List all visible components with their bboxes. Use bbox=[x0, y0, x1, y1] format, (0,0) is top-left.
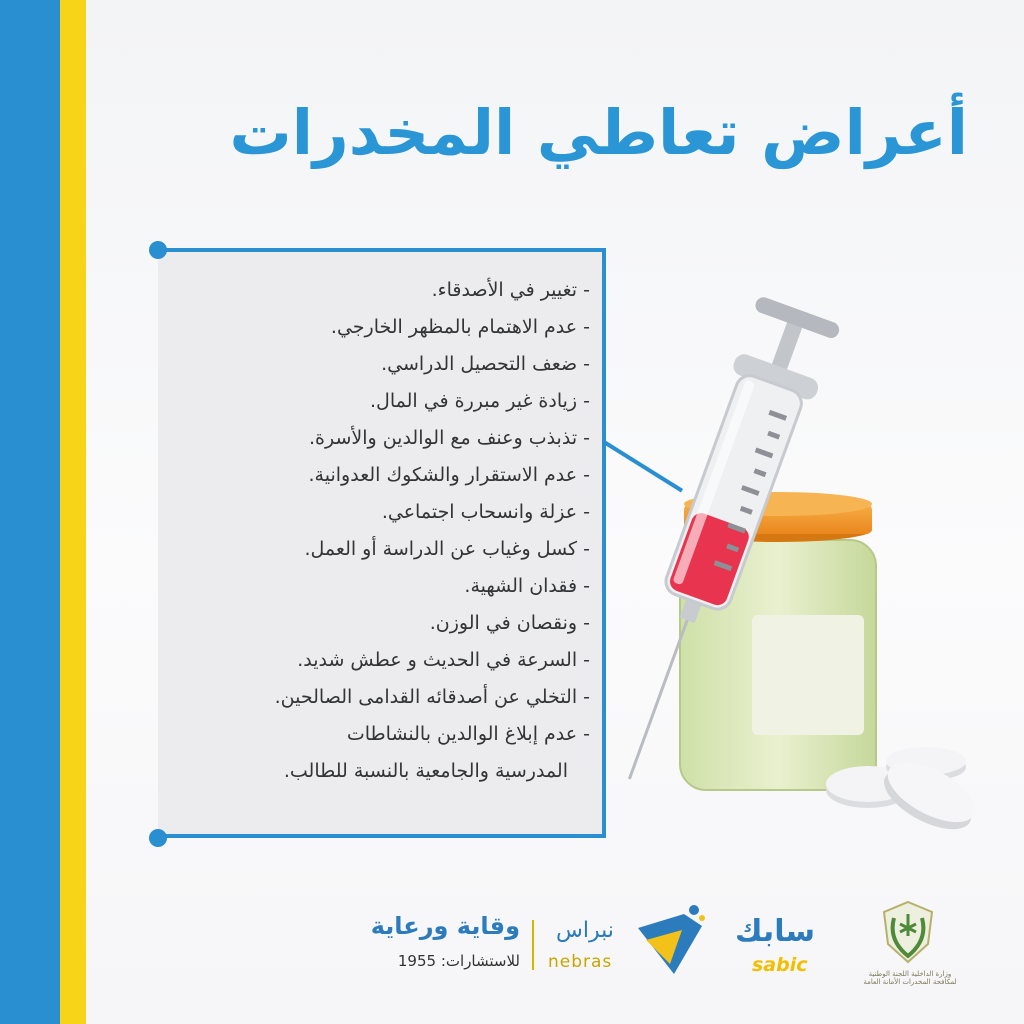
symptom-item: - عدم الاهتمام بالمظهر الخارجي. bbox=[330, 316, 590, 338]
bracket-dot-top bbox=[149, 241, 167, 259]
brand-divider bbox=[532, 920, 534, 970]
wiqaya-brand-title: وقاية ورعاية bbox=[370, 912, 520, 940]
symptoms-list bbox=[170, 272, 590, 790]
symptom-item: - تغيير في الأصدقاء. bbox=[431, 279, 590, 301]
symptom-item: - تذبذب وعنف مع الوالدين والأسرة. bbox=[308, 427, 590, 449]
symptom-item: - فقدان الشهية. bbox=[464, 575, 590, 597]
footer bbox=[0, 890, 1024, 1010]
symptom-item: - عدم إبلاغ الوالدين بالنشاطات bbox=[346, 723, 590, 745]
symptom-item: - عزلة وانسحاب اجتماعي. bbox=[381, 501, 590, 523]
nebras-logo-icon bbox=[632, 904, 708, 978]
symptom-item: - عدم الاستقرار والشكوك العدوانية. bbox=[308, 464, 590, 486]
bracket-dot-bottom bbox=[149, 829, 167, 847]
left-yellow-stripe bbox=[60, 0, 86, 1024]
symptom-item: - زيادة غير مبررة في المال. bbox=[369, 390, 590, 412]
hotline-text: للاستشارات: 1955 bbox=[397, 952, 520, 970]
nebras-english-name: nebras bbox=[548, 952, 613, 972]
symptom-item-continuation: المدرسية والجامعية بالنسبة للطالب. bbox=[283, 760, 568, 782]
symptom-item: - ونقصان في الوزن. bbox=[429, 612, 590, 634]
symptom-item: - كسل وغياب عن الدراسة أو العمل. bbox=[304, 538, 590, 560]
moi-committee-text: وزارة الداخلية اللجنة الوطنية لمكافحة المخدرات الأمانة العامة bbox=[863, 970, 957, 986]
symptom-item: - ضعف التحصيل الدراسي. bbox=[381, 353, 590, 375]
left-blue-stripe bbox=[0, 0, 60, 1024]
syringe-jar-pills-illustration bbox=[600, 270, 1000, 830]
nebras-arabic-name: نبراس bbox=[556, 918, 614, 943]
moi-emblem-icon bbox=[878, 900, 938, 966]
page-title: أعراض تعاطي المخدرات bbox=[229, 96, 968, 169]
symptom-item: - السرعة في الحديث و عطش شديد. bbox=[297, 649, 590, 671]
symptom-item: - التخلي عن أصدقائه القدامى الصالحين. bbox=[274, 686, 590, 708]
sabic-english-logo: sabic bbox=[752, 954, 808, 976]
sabic-arabic-logo: سابك bbox=[735, 914, 815, 949]
